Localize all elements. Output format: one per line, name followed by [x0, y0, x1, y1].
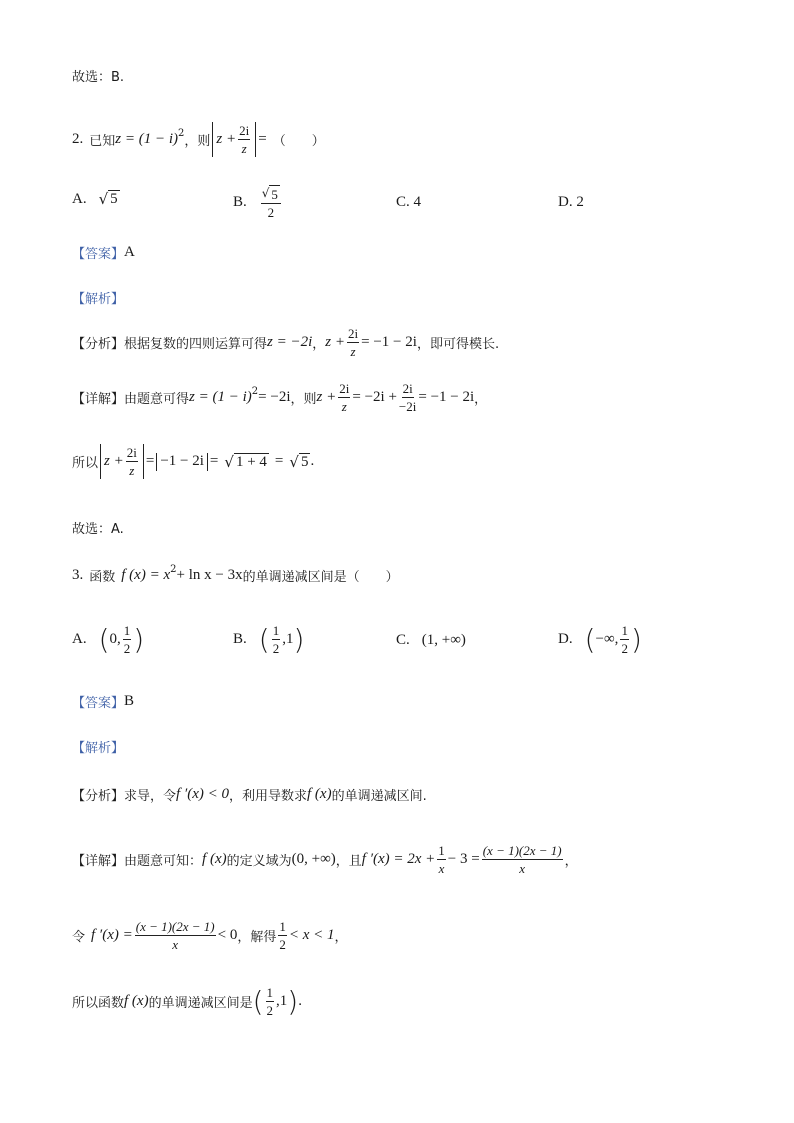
- stem-text: 已知: [89, 134, 116, 149]
- math-expression: − 3 =: [447, 851, 480, 867]
- radicand: 1 + 4: [235, 453, 267, 470]
- fraction: [620, 622, 629, 657]
- text: ，: [564, 854, 578, 869]
- numerator: 1: [266, 985, 274, 1000]
- math-expression: z = (1 − i): [189, 389, 252, 405]
- denominator: 2: [266, 1003, 274, 1018]
- text: 所以函数: [72, 996, 125, 1011]
- radicand: 5: [110, 191, 118, 207]
- math-expression: z +: [216, 131, 237, 147]
- option-a: A. ( 0, $\frac{1}{2}$ ): [72, 622, 145, 656]
- text: 所以: [72, 456, 99, 471]
- text: 由题意可得: [124, 392, 190, 407]
- math-expression: ,1: [282, 631, 294, 647]
- stem-text: ，则: [184, 134, 211, 149]
- exponent: 2: [251, 386, 259, 397]
- math-expression: −1 − 2i: [160, 453, 204, 469]
- stem-text: 函数: [89, 570, 116, 585]
- numerator: 1: [438, 843, 445, 858]
- math-expression: < 0: [217, 927, 238, 943]
- option-label: B.: [233, 631, 247, 647]
- math-expression: f (x): [124, 993, 149, 1009]
- denominator: 2: [267, 205, 275, 220]
- option-label: A.: [72, 631, 87, 647]
- math-expression: = −2i: [258, 389, 291, 405]
- option-b: B. ( $\frac{1}{2}$ ,1 ): [233, 622, 305, 656]
- equals-sign: =: [258, 131, 267, 147]
- fraction: [272, 622, 281, 657]
- q2-answer: [72, 243, 135, 262]
- math-expression: f (x): [202, 851, 227, 867]
- numerator: 2i: [239, 123, 250, 138]
- denominator: 2: [621, 641, 628, 656]
- answer-value: A: [124, 244, 135, 260]
- text: 根据复数的四则运算可得: [124, 337, 268, 352]
- q3-suoyi: 所以函数 f (x) 的单调递减区间是 ( $\frac{1}{2}$ ,1 ) .: [72, 984, 302, 1018]
- q3-jiexi: [72, 737, 124, 756]
- math-expression: = −1 − 2i: [361, 334, 417, 350]
- math-expression: f ′(x) = 2x +: [361, 851, 436, 867]
- q2-suoyi: [72, 444, 314, 479]
- text: 的单调递减区间.: [331, 789, 427, 804]
- period: .: [310, 453, 315, 469]
- math-expression: −∞,: [595, 631, 619, 647]
- denominator: x: [438, 861, 445, 876]
- numerator: 1: [279, 919, 286, 934]
- denominator: −2i: [398, 399, 417, 414]
- fraction: [482, 842, 563, 877]
- denominator: z: [341, 399, 347, 414]
- numerator: 1: [621, 623, 628, 638]
- equals-sign: =: [274, 453, 284, 469]
- denominator: 2: [279, 937, 286, 952]
- numerator: √ 5: [261, 184, 281, 204]
- fraction: [126, 444, 138, 479]
- text: 的定义域为: [226, 854, 292, 869]
- numerator: (x − 1)(2x − 1): [482, 843, 562, 858]
- denominator: 2: [123, 641, 131, 656]
- math-expression: f (x): [307, 786, 332, 802]
- fraction: [338, 380, 350, 415]
- q2-final: [72, 518, 124, 537]
- text: 令: [72, 930, 86, 945]
- equals-sign: =: [145, 453, 155, 469]
- exponent: 2: [170, 564, 177, 575]
- text: 的单调递减区间是: [148, 996, 253, 1011]
- fraction: [261, 184, 281, 221]
- sqrt: √ 5: [289, 452, 309, 471]
- option-b: [233, 184, 283, 221]
- denominator: x: [172, 937, 179, 952]
- fraction: [278, 918, 287, 953]
- math-expression: f (x) = x: [121, 567, 171, 583]
- option-label: A.: [72, 190, 87, 207]
- q2-jiexi: [72, 288, 124, 307]
- fenxi-tag: 【分析】: [72, 789, 125, 804]
- fraction: [437, 842, 446, 877]
- fraction: [238, 122, 250, 157]
- option-d: D. ( −∞, $\frac{1}{2}$ ): [558, 622, 642, 656]
- option-c: [396, 194, 421, 211]
- radicand: 5: [271, 187, 278, 202]
- option-label: D.: [558, 631, 573, 647]
- answer-value: B: [124, 693, 135, 709]
- math-expression: (1, +∞): [421, 632, 466, 648]
- text: ，: [334, 930, 348, 945]
- exponent: 2: [178, 128, 185, 139]
- q2-xiangjie: [72, 380, 487, 415]
- text: ，即可得模长.: [416, 337, 500, 352]
- fraction: [399, 380, 416, 415]
- math-expression: z +: [325, 334, 346, 350]
- question-number: 3.: [72, 567, 84, 583]
- math-expression: ,1: [276, 993, 288, 1009]
- answer-text: 故选：B.: [72, 70, 125, 85]
- numerator: 1: [272, 623, 280, 638]
- q3-answer: [72, 692, 134, 711]
- text: 由题意可知：: [124, 854, 203, 869]
- blank-paren: （ ）: [272, 134, 325, 149]
- math-expression: (0, +∞): [291, 851, 336, 867]
- abs-value: [100, 444, 144, 479]
- text: ，且: [335, 854, 362, 869]
- math-expression: = −1 − 2i: [418, 389, 475, 405]
- option-text: C. 4: [396, 194, 422, 210]
- analysis-tag: 【解析】: [72, 741, 125, 756]
- text: 求导，令: [124, 789, 177, 804]
- q3-ling: [72, 918, 348, 953]
- numerator: 1: [123, 623, 131, 638]
- numerator: 2i: [348, 326, 359, 341]
- math-expression: z +: [104, 453, 124, 469]
- sqrt: √ 1 + 4: [224, 452, 267, 471]
- option-label: B.: [233, 194, 247, 210]
- denominator: 2: [272, 641, 280, 656]
- text: ，利用导数求: [229, 789, 308, 804]
- fraction: [266, 984, 275, 1019]
- q3-xiangjie: [72, 842, 578, 877]
- period: .: [298, 993, 302, 1009]
- fraction: [347, 325, 359, 360]
- answer-text: 故选：A.: [72, 522, 124, 537]
- previous-answer-line: [72, 66, 124, 85]
- option-text: D. 2: [558, 194, 584, 210]
- xiangjie-tag: 【详解】: [72, 392, 125, 407]
- fraction: [123, 622, 132, 657]
- q2-stem: [72, 122, 325, 157]
- answer-tag: 【答案】: [72, 696, 125, 711]
- denominator: z: [129, 463, 135, 478]
- math-expression: 0,: [109, 631, 121, 647]
- option-a: [72, 190, 120, 208]
- numerator: 2i: [339, 381, 350, 396]
- fraction: [135, 918, 216, 953]
- analysis-tag: 【解析】: [72, 292, 125, 307]
- math-expression: f ′(x) =: [91, 927, 133, 943]
- option-d: [558, 194, 584, 211]
- option-label: C.: [396, 632, 410, 648]
- text: ，: [474, 392, 488, 407]
- q2-fenxi: [72, 325, 499, 360]
- q3-stem: [72, 566, 399, 585]
- stem-text: 的单调递减区间是（ ）: [242, 570, 399, 585]
- text: ，则: [290, 392, 317, 407]
- xiangjie-tag: 【详解】: [72, 854, 125, 869]
- radicand: 5: [300, 453, 309, 470]
- denominator: x: [519, 861, 526, 876]
- sqrt: √ 5: [98, 190, 118, 208]
- math-expression: f ′(x) < 0: [176, 786, 229, 802]
- math-expression: z +: [316, 389, 337, 405]
- abs-value: [156, 453, 208, 471]
- numerator: 2i: [402, 381, 413, 396]
- denominator: z: [350, 344, 356, 359]
- abs-value: [212, 122, 256, 157]
- q3-fenxi: [72, 785, 427, 804]
- math-expression: = −2i +: [352, 389, 397, 405]
- question-number: 2.: [72, 131, 84, 147]
- math-expression: < x < 1: [288, 927, 335, 943]
- text: ，解得: [237, 930, 277, 945]
- denominator: z: [241, 141, 247, 156]
- math-expression: + ln x − 3x: [176, 567, 243, 583]
- math-expression: z = (1 − i): [115, 131, 179, 147]
- equals-sign: =: [209, 453, 219, 469]
- numerator: (x − 1)(2x − 1): [135, 919, 215, 934]
- numerator: 2i: [126, 445, 137, 460]
- math-expression: z = −2i: [267, 334, 313, 350]
- fenxi-tag: 【分析】: [72, 337, 125, 352]
- option-c: [396, 632, 466, 649]
- answer-tag: 【答案】: [72, 247, 125, 262]
- text: ，: [312, 337, 326, 352]
